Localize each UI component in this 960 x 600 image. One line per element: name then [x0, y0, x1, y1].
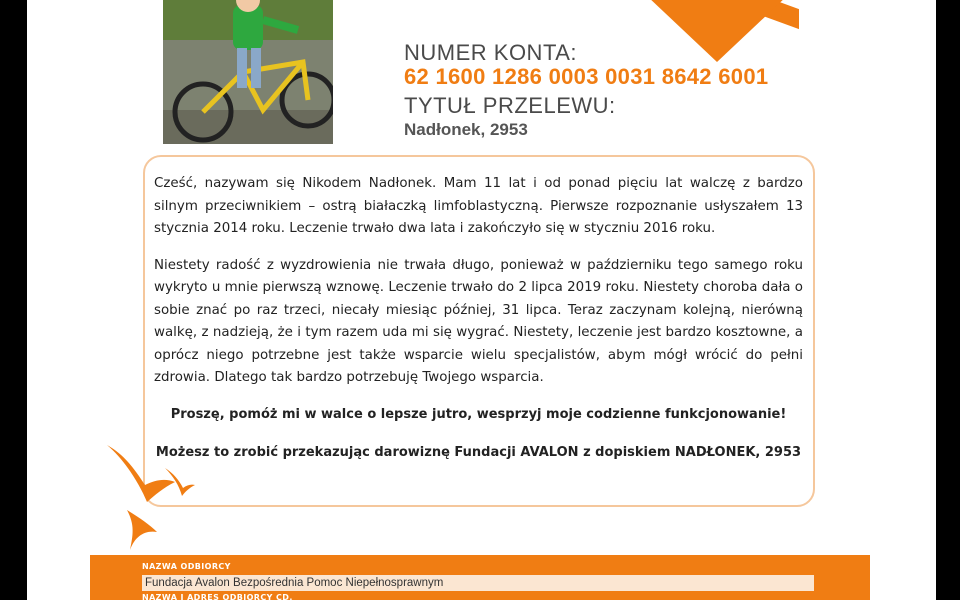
transfer-title-label: TYTUŁ PRZELEWU:	[404, 93, 616, 118]
story-paragraph-2: Niestety radość z wyzdrowienia nie trwała długo, ponieważ w październiku tego samego roku wykryto u mnie pierwszą wznowę. Leczenie trwało do 2 lipca 2019 roku. Niestety choroba dała o sobie znać po raz trzeci, niecały miesiąc później, 31 lipca. Teraz zaczynam kolejną, nierówną walkę, z nadzieją, że i tym razem uda mi się wygrać. Niestety, leczenie jest bardzo kosztowne, a oprócz niego potrzebne jest także wsparcie wielu specjalistów, abym mógł wrócić do pełni zdrowia. Dlatego tak bardzo potrzebuję Twojego wsparcia.	[154, 257, 803, 385]
recipient-name-field: Fundacja Avalon Bezpośrednia Pomoc Niepełnosprawnym	[142, 575, 814, 591]
transfer-title-value: Nadłonek, 2953	[404, 120, 528, 139]
account-number: 62 1600 1286 0003 0031 8642 6001	[404, 64, 769, 89]
recipient-name-label: NAZWA ODBIORCY	[142, 562, 231, 571]
donation-text: Możesz to zrobić przekazując darowiznę Fundacji AVALON z dopiskiem NADŁONEK, 2953	[155, 445, 802, 460]
bird-logo-icon	[105, 440, 195, 555]
donation-page	[27, 0, 936, 600]
account-number-label: NUMER KONTA:	[404, 40, 578, 65]
story-box	[143, 155, 815, 507]
child-on-bicycle-photo	[163, 0, 333, 144]
recipient-address-label: NAZWA I ADRES ODBIORCY CD.	[142, 593, 293, 600]
recipient-banner	[90, 555, 870, 600]
header-triangle-decoration	[647, 0, 787, 62]
story-paragraph-1: Cześć, nazywam się Nikodem Nadłonek. Mam 11 lat i od ponad pięciu lat walczę z bardzo silnym przeciwnikiem – ostrą białaczką limfoblastyczną. Pierwsze rozpoznanie usłyszałem 13 stycznia 2014 roku. Leczenie trwało dwa lata i zakończyło się w styczniu 2016 roku.	[154, 176, 803, 236]
appeal-text: Proszę, pomóż mi w walce o lepsze jutro, wesprzyj moje codzienne funkcjonowanie!	[170, 406, 787, 422]
